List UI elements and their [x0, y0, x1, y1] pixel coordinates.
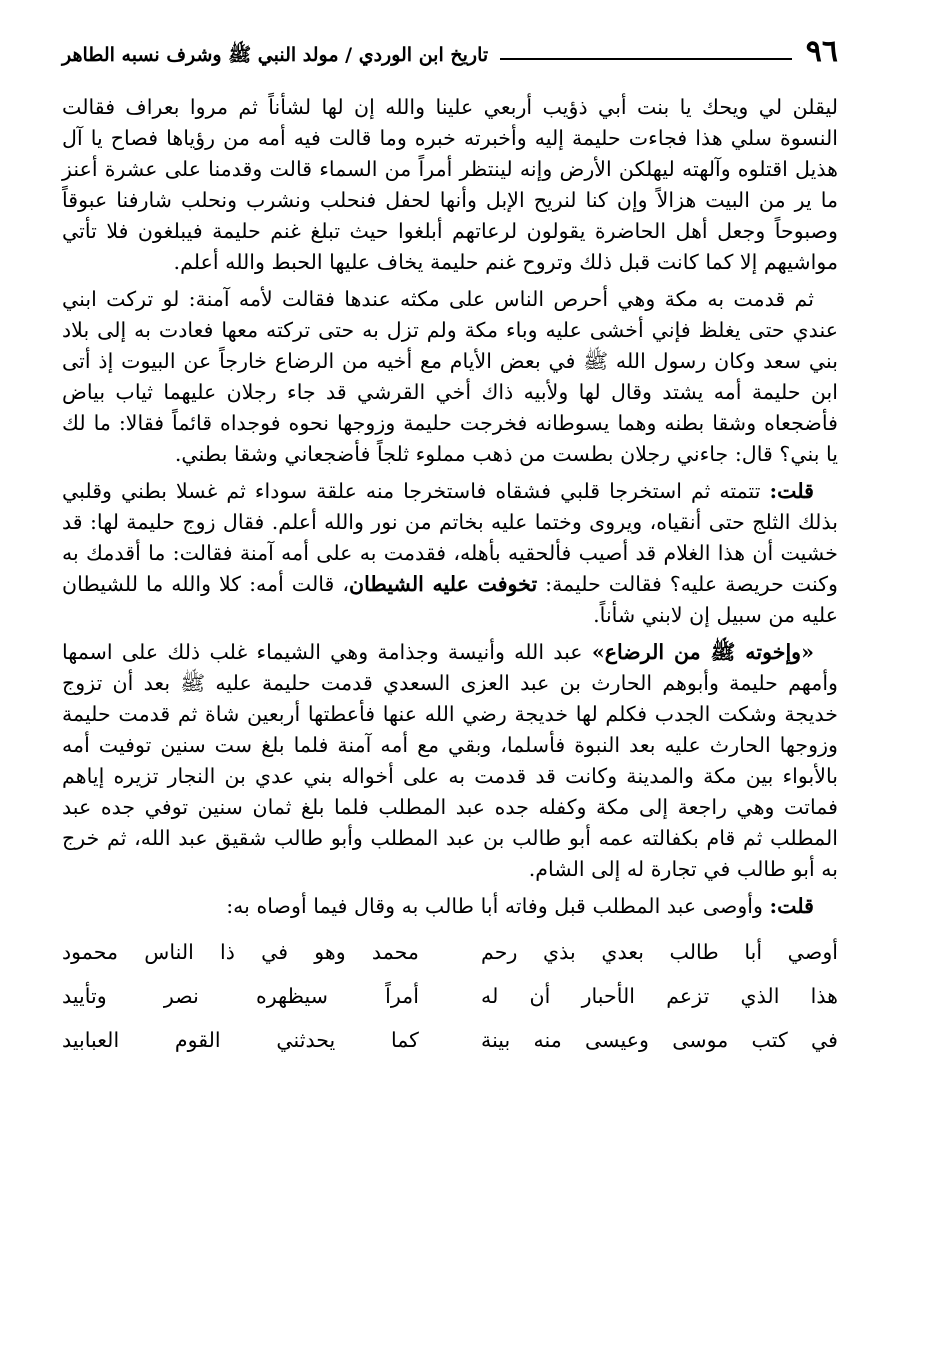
header-rule [500, 58, 792, 60]
paragraph-5-text: وأوصى عبد المطلب قبل وفاته أبا طالب به وقال فيما أوصاه به: [226, 894, 770, 918]
poem [62, 930, 838, 1062]
verse-2-first-hemistich: هذا الذي تزعم الأحبار أن له [481, 984, 838, 1008]
book-page [62, 30, 838, 1350]
verse-1-first-hemistich: أوصي أبا طالب بعدي بذي رحم [481, 940, 838, 964]
paragraph-2 [62, 284, 838, 470]
paragraph-4 [62, 637, 838, 885]
paragraph-2-text: ثم قدمت به مكة وهي أحرص الناس على مكثه عندها فقالت لأمه آمنة: لو تركت ابني عندي حتى يغلظ فإني أخشى عليه وباء مكة ولم تزل به حتى تركته معها فعادت به إلى بلاد بني سعد وكان رسول الله ﷺ في بعض الأيام مع أخيه من الرضاع خارجاً عن البيوت إذ أتى ابن حليمة أمه يشتد وقال لها ولأبيه ذاك أخي القرشي قد جاء رجلان عليهما ثياب بياض فأضجعاه وشقا بطنه وهما يسوطانه فخرجت حليمة وزوجها نحوه فوجداه قائماً فقالا: ما لك يا بني؟ قال: جاءني رجلان بطست من ذهب مملوء ثلجاً فأضجعاني وشقا بطني. [62, 287, 838, 466]
page-body [62, 92, 838, 1062]
paragraph-1-text: ليقلن لي ويحك يا بنت أبي ذؤيب أربعي علينا والله إن لها لشأناً ثم مروا بعراف فقالت النسوة سلي هذا فجاءت حليمة إليه وأخبرته خبره وما قالت فيه أمه من رؤياها فصاح يا آل هذيل اقتلوه وآلهته ليهلكن الأرض وإنه لينتظر أمراً من السماء قالت وقدمنا على عشرة أعنز ما ير من البيت هزالاً وإن كنا لنريح الإبل وأنها لحفل فنحلب ونشرب ونحلب شارفنا عبوقاً وصبوحاً وجعل أهل الحاضرة يقولون لرعاتهم أبلغوا حيث تبلغ غنم حليمة فيبلغون فلا تأتي مواشيهم إلا كما كانت قبل ذلك وتروح غنم حليمة يخاف عليها الحبط والله أعلم. [62, 95, 838, 274]
verse-3-first-hemistich: في كتب موسى وعيسى منه بينة [481, 1028, 838, 1052]
paragraph-3 [62, 476, 838, 631]
paragraph-3-text-b: ، قالت أمه: كلا والله ما للشيطان عليه من سبيل إن لابني شأناً. [62, 572, 838, 627]
paragraph-1 [62, 92, 838, 278]
paragraph-3-text-a: تتمته ثم استخرجا قلبي فشقاه فاستخرجا منه علقة سوداء ثم غسلا بطني وقلبي بذلك الثلج حتى أنقياه، ويروى وختما عليه بخاتم من نور والله أعلم. فقال زوج حليمة لها: قد خشيت أن هذا الغلام قد أصيب فألحقيه بأهله، فقدمت به على أمه آمنة فقالت: ما أقدمك به وكنت حريصة عليه؟ فقالت حليمة: [62, 479, 838, 596]
running-header [62, 30, 838, 72]
paragraph-4-text: عبد الله وأنيسة وجذامة وهي الشيماء غلب ذلك على اسمها وأمهم حليمة وأبوهم الحارث بن عبد العزى السعدي قدمت حليمة عليه ﷺ بعد أن تزوج خديجة وشكت الجدب فكلم لها خديجة رضي الله عنها فأعطتها أربعين شاة ثم قدمت حليمة وزوجها الحارث عليه بعد النبوة فأسلما، وبقي مع أمه آمنة فلما بلغ ست سنين توفيت أمه بالأبواء بين مكة والمدينة وكانت قد قدمت به على أخواله بني عدي بن النجار تزيره إياهم فماتت وهي راجعة إلى مكة وكفله جده عبد المطلب فلما بلغ ثمان سنين توفي جده عبد المطلب ثم قام بكفالته عمه أبو طالب بن عبد المطلب وأبو طالب شقيق عبد الله، ثم خرج به أبو طالب في تجارة له إلى الشام. [62, 640, 838, 881]
verse-3-second-hemistich: كما يحدثني القوم العبابيد [62, 1028, 419, 1052]
poem-verse [62, 1018, 838, 1062]
qultu-lead: قلت: [769, 479, 814, 503]
verse-2-second-hemistich: أمراً سيظهره نصر وتأييد [62, 984, 419, 1008]
poem-verse [62, 930, 838, 974]
page-number: ٩٦ [805, 34, 838, 69]
section-heading-foster-siblings: «وإخوته ﷺ من الرضاع» [591, 640, 814, 664]
poem-verse [62, 974, 838, 1018]
qultu-lead-2: قلت: [769, 894, 814, 918]
running-title: تاريخ ابن الوردي / مولد النبي ﷺ وشرف نسبه الطاهر [62, 44, 489, 66]
verse-1-second-hemistich: محمد وهو في ذا الناس محمود [62, 940, 419, 964]
paragraph-5 [62, 891, 838, 922]
paragraph-3-bold-phrase: تخوفت عليه الشيطان [349, 572, 538, 596]
